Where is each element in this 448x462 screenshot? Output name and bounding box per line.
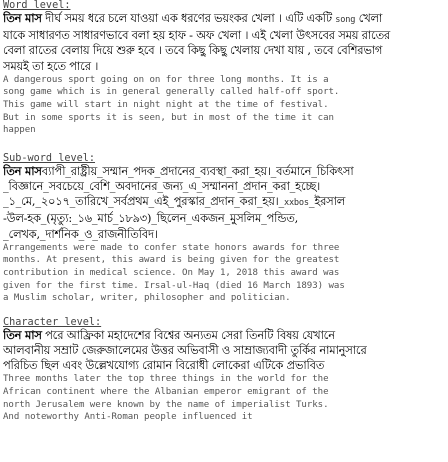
english-line: song game which is in general generally called half-off sport. — [3, 87, 340, 98]
bengali-line: _লেখক,_দার্শনিক_ও_রাজনীতিবিদ। — [3, 226, 158, 241]
section-word-level — [3, 0, 445, 137]
bengali-line: তিন মাস দীর্ঘ সময় ধরে চলে যাওয়া এক ধরণের ভয়ংকর খেলা । এটি একটি song খেলা — [3, 11, 383, 25]
bengali-line: পরিচিত ছিল এবং উল্লেখযোগ্য রোমান বিরোধী লোকেরা এটিকে প্রভাবিত — [3, 358, 325, 373]
inline-latin-token: xxbos — [283, 198, 309, 209]
english-line: This game will start in night night at the time of festival. — [3, 100, 329, 110]
section-character-level — [3, 317, 445, 424]
english-translation-block — [3, 373, 445, 423]
english-line: A dangerous sport going on on for three long months. It is a — [3, 74, 329, 85]
english-line: contribution in medical science. On May 1, 2018 this award was — [3, 267, 340, 278]
english-translation-block — [3, 242, 445, 305]
highlighted-keyword: তিন মাস — [3, 163, 42, 178]
english-line: African continent where the Albanian emperor emigrant of the — [3, 386, 329, 397]
english-line: a Muslim scholar, writer, philosopher and politician. — [3, 293, 291, 304]
bengali-line: _বিজ্ঞানে_সবচেয়ে_বেশি_অবদানের_জন্য_এ_সম্মাননা_প্রদান_করা_হচ্ছে। — [3, 178, 320, 193]
english-line: happen — [3, 125, 36, 136]
bengali-text-block — [3, 164, 445, 242]
bengali-line: তিন মাস পরে আফ্রিকা মহাদেশের বিশ্বের অন্যতম সেরা তিনটি বিষয় যেখানে — [3, 327, 335, 342]
english-line: And noteworthy Anti-Roman people influenced it — [3, 412, 253, 423]
bengali-text-block — [3, 11, 445, 74]
english-line: months. At present, this award is being given for the greatest — [3, 255, 340, 266]
document-page — [3, 0, 445, 424]
section-heading: Sub-word level: — [3, 152, 96, 164]
bengali-line: সময়ই তা হতে পারে । — [3, 58, 99, 73]
english-translation-block — [3, 74, 445, 137]
section-heading: Word level: — [3, 0, 71, 11]
bengali-line: _১_মে,_২০১৭_তারিখে_সর্বপ্রথম_এই_পুরস্কার_প্রদান_করা_হয়।_xxbos_ইরসাল — [3, 194, 346, 209]
bengali-text-block — [3, 328, 445, 374]
bengali-line: -উল-হক_(মৃত্যু:_১৬_মার্চ_১৮৯৩)_ছিলেন_একজন_মুসলিম_পন্ডিত, — [3, 211, 299, 226]
english-line: north Jerusalem were known by the name of imperialist Turks. — [3, 399, 329, 410]
english-line: given for the first time. Irsal-ul-Haq (died 16 March 1893) was — [3, 280, 345, 291]
english-line: Three months later the top three things in the world for the — [3, 374, 329, 385]
english-line: Arrangements were made to confer state honors awards for three — [3, 242, 340, 253]
section-heading: Character level: — [3, 316, 102, 328]
section-subword-level — [3, 153, 445, 305]
bengali-line: বেলা রাতের বেলায় দিয়ে শুরু হবে । তবে কিছু কিছু খেলায় দেখা যায় , তবে বেশিরভাগ — [3, 43, 383, 58]
bengali-line: যাকে সাধারণত সাধারণভাবে বলা হয় হাফ - অফ খেলা । এই খেলা উৎসবের সময় রাতের — [3, 28, 390, 43]
english-line: But in some sports it is seen, but in most of the time it can — [3, 112, 334, 123]
highlighted-keyword: তিন মাস — [3, 327, 42, 342]
highlighted-keyword: তিন মাস — [3, 11, 42, 25]
inline-latin-token: song — [335, 15, 356, 25]
bengali-line: আলবানীয় সম্রাট জেরুজালেমের উত্তর অভিবাসী ও সাম্রাজ্যবাদী তুর্কির নামানুসারে — [3, 342, 367, 357]
bengali-line: তিন মাসব্যাপী_রাষ্ট্রীয়_সম্মান_পদক_প্রদানের_ব্যবস্থা_করা_হয়।_বর্তমানে_চিকিৎসা — [3, 163, 354, 178]
